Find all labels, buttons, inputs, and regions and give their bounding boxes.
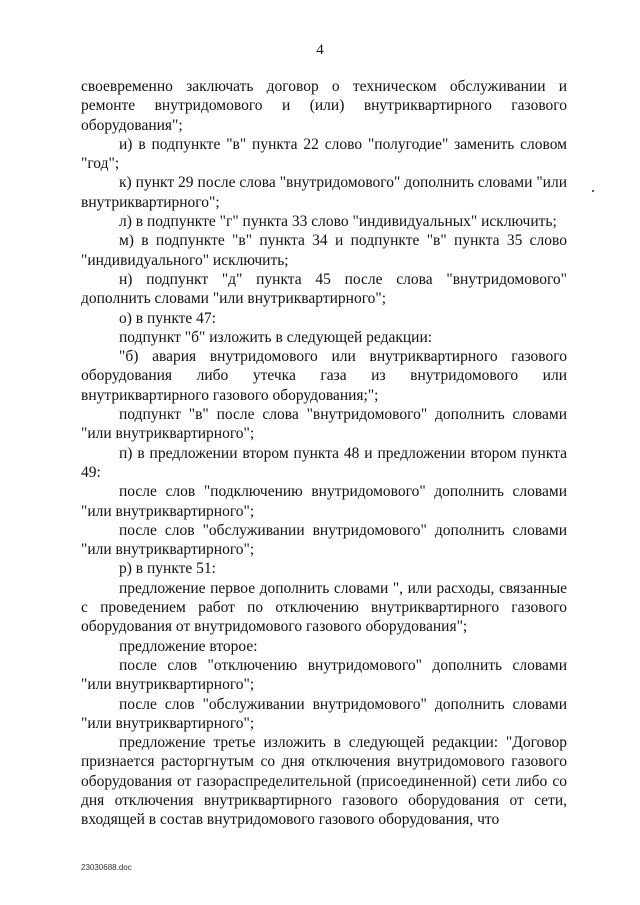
paragraph-item-i: и) в подпункте "в" пункта 22 слово "полугодие" заменить словом "год"; — [81, 135, 567, 173]
paragraph-r-two-second: после слов "обслуживании внутридомового" дополнить словами "или внутриквартирного"; — [81, 695, 567, 732]
paragraph-p-first: после слов "подключению внутридомового" дополнить словами "или внутриквартирного"; — [81, 483, 567, 520]
paragraph-subitem-b-intro: подпункт "б" изложить в следующей редакции: — [119, 328, 433, 346]
paragraph-item-m: м) в подпункте "в" пункта 34 и подпункте "в" пункта 35 слово "индивидуального" исключить; — [81, 232, 567, 269]
paragraph-item-k: к) пункт 29 после слова "внутридомового" дополнить словами "или внутриквартирного"; — [81, 174, 567, 211]
paragraph-item-n: н) подпункт "д" пункта 45 после слова "внутридомового" дополнить словами "или внутриквартирного"; — [81, 270, 567, 308]
margin-mark — [592, 190, 594, 192]
paragraph-item-l: л) в подпункте "г" пункта 33 слово "индивидуальных" исключить; — [119, 213, 557, 231]
paragraph-p-second: после слов "обслуживании внутридомового" дополнить словами "или внутриквартирного"; — [81, 521, 567, 559]
paragraph-r-sentence-one: предложение первое дополнить словами ", или расходы, связанные с проведением работ по отключению внутриквартирного газового оборудования от внутридомового газового оборудования"; — [81, 579, 567, 636]
paragraph-subitem-b-text: "б) авария внутридомового или внутриквартирного газового оборудования либо утечка газа из внутридомового или внутриквартирного газового оборудования;"; — [81, 348, 567, 404]
paragraph-r-sentence-two: предложение второе: — [119, 637, 258, 655]
paragraph-r-sentence-three: предложение третье изложить в следующей редакции: "Договор признается расторгнутым со дня отключения внутридомового газового оборудования от газораспределительной (присоединенной) сети либо со дня отключения внутриквартирного газового оборудования от сети, входящей в состав внутридомового газового оборудования, что — [81, 734, 567, 829]
paragraph-continuation: своевременно заключать договор о техническом обслуживании и ремонте внутридомового и (или) внутриквартирного газового оборудования"; — [81, 78, 567, 134]
footer-filename: 23030688.doc — [81, 863, 132, 872]
paragraph-subitem-v: подпункт "в" после слова "внутридомового" дополнить словами "или внутриквартирного"; — [81, 406, 567, 443]
document-body — [81, 77, 567, 830]
paragraph-r-two-first: после слов "отключению внутридомового" дополнить словами "или внутриквартирного"; — [81, 656, 567, 694]
page-number: 4 — [316, 42, 324, 58]
paragraph-item-o: о) в пункте 47: — [119, 309, 216, 327]
paragraph-item-p: п) в предложении втором пункта 48 и предложении втором пункта 49: — [81, 444, 567, 481]
paragraph-item-r: р) в пункте 51: — [119, 560, 216, 578]
